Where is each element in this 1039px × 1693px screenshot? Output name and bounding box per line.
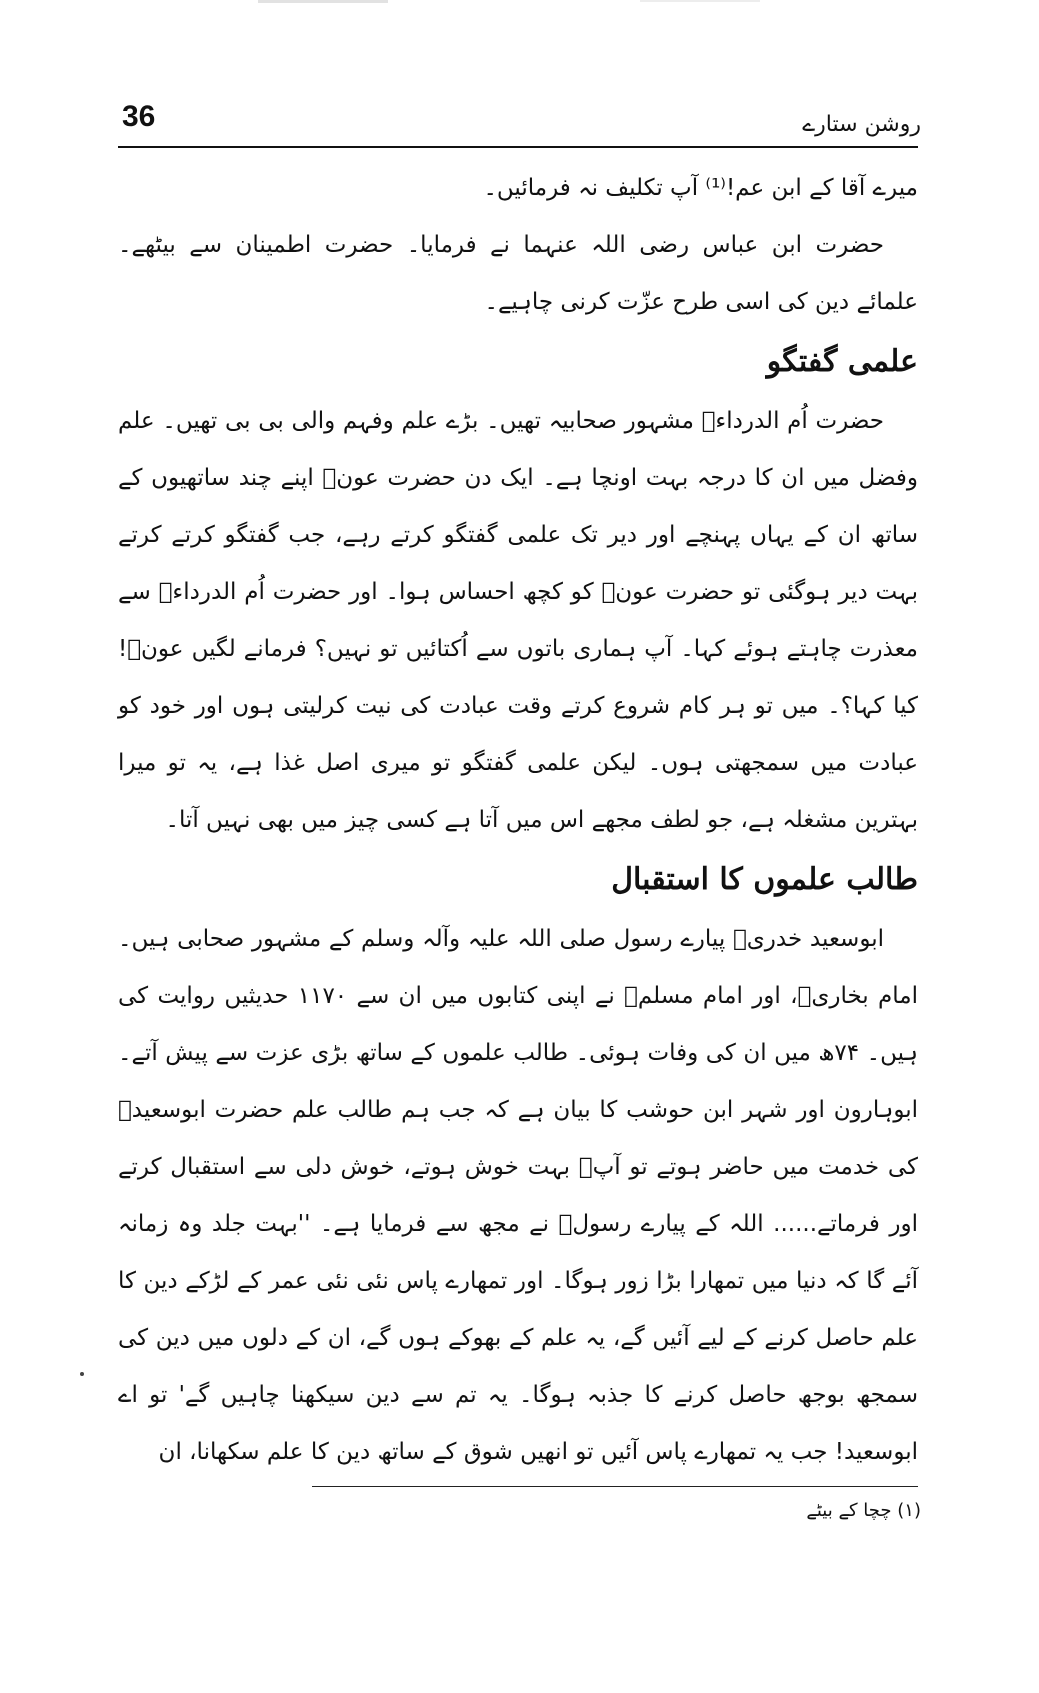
running-header-title: روشن ستارے bbox=[802, 112, 921, 137]
footnote-divider bbox=[312, 1486, 918, 1487]
header-divider bbox=[118, 146, 918, 148]
footnote: (۱) چچا کے بیٹے bbox=[806, 1500, 921, 1521]
scan-artifact bbox=[640, 0, 760, 8]
section-heading: طالب علموں کا استقبال bbox=[611, 862, 918, 897]
section-heading: علمی گفتگو bbox=[766, 344, 918, 379]
paragraph: حضرت اُم الدرداءؓ مشہور صحابیہ تھیں۔ بڑے علم وفہم والی بی بی تھیں۔ علم وفضل میں ان کا درجہ بہت اونچا ہے۔ ایک دن حضرت عونؒ اپنے چند ساتھیوں کے ساتھ ان کے یہاں پہنچے اور دیر تک علمی گفتگو کرتے رہے، جب گفتگو کرتے کرتے بہت دیر ہوگئی تو حضرت عونؒ کو کچھ احساس ہوا۔ اور حضرت اُم الدرداءؓ سے معذرت چاہتے ہوئے کہا۔ آپ ہماری باتوں سے اُکتائیں تو نہیں؟ فرمانے لگیں عونؒ! کیا کہا؟۔ میں تو ہر کام شروع کرتے وقت عبادت کی نیت کرلیتی ہوں اور خود کو عبادت میں سمجھتی ہوں۔ لیکن علمی گفتگو تو میری اصل غذا ہے، یہ تو میرا بہترین مشغلہ ہے، جو لطف مجھے اس میں آتا ہے کسی چیز میں بھی نہیں آتا۔ bbox=[118, 408, 918, 833]
paragraph: میرے آقا کے ابن عم!⁽¹⁾ آپ تکلیف نہ فرمائیں۔ bbox=[483, 175, 918, 201]
paragraph: ابوسعید خدریؓ پیارے رسول صلی اللہ علیہ وآلہ وسلم کے مشہور صحابی ہیں۔ امام بخاریؒ، اور امام مسلمؒ نے اپنی کتابوں میں ان سے ۱۱۷۰ حدیثیں روایت کی ہیں۔ ۷۴ھ میں ان کی وفات ہوئی۔ طالب علموں کے ساتھ بڑی عزت سے پیش آتے۔ ابوہارون اور شہر ابن حوشب کا بیان ہے کہ جب ہم طالب علم حضرت ابوسعیدؓ کی خدمت میں حاضر ہوتے تو آپؓ بہت خوش ہوتے، خوش دلی سے استقبال کرتے اور فرماتے...... اللہ کے پیارے رسولؐ نے مجھ سے فرمایا ہے۔ ''بہت جلد وہ زمانہ آئے گا کہ دنیا میں تمھارا بڑا زور ہوگا۔ اور تمھارے پاس نئی نئی عمر کے لڑکے دین کا علم حاصل کرنے کے لیے آئیں گے، یہ علم کے بھوکے ہوں گے، ان کے دلوں میں دین کی سمجھ بوجھ حاصل کرنے کا جذبہ ہوگا۔ یہ تم سے دین سیکھنا چاہیں گے' تو اے ابوسعید! جب یہ تمھارے پاس آئیں تو انھیں شوق کے ساتھ دین کا علم سکھانا، ان bbox=[118, 926, 918, 1465]
paragraph: حضرت ابن عباس رضی اللہ عنہما نے فرمایا۔ حضرت اطمینان سے بیٹھے۔ علمائے دین کی اسی طرح عزّت کرنی چاہیے۔ bbox=[118, 232, 918, 315]
page-number: 36 bbox=[122, 100, 156, 133]
page-body bbox=[118, 160, 918, 1481]
scan-artifact bbox=[258, 0, 388, 11]
scan-speck bbox=[80, 1372, 84, 1376]
